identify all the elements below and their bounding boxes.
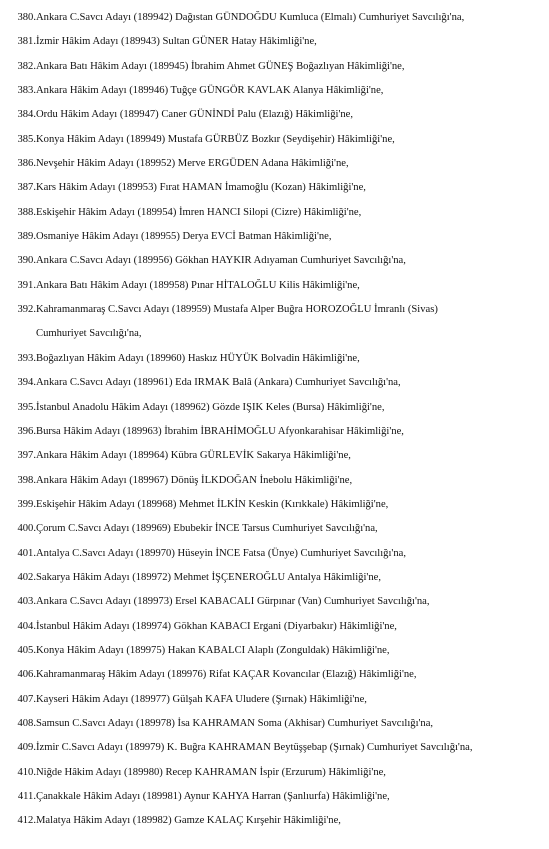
entry-text: Ankara C.Savcı Adayı (189973) Ersel KABACALI Gürpınar (Van) Cumhuriyet Savcılığı'na, xyxy=(36,596,430,608)
entry-text: Ordu Hâkim Adayı (189947) Caner GÜNİNDİ Palu (Elazığ) Hâkimliği'ne, xyxy=(36,109,354,121)
entry-number: 383. xyxy=(17,85,36,97)
entry-line xyxy=(0,645,549,657)
entry-text: Malatya Hâkim Adayı (189982) Gamze KALAÇ Kırşehir Hâkimliği'ne, xyxy=(36,815,341,827)
entry-text: İstanbul Anadolu Hâkim Adayı (189962) Gözde IŞIK Keles (Bursa) Hâkimliği'ne, xyxy=(36,401,385,413)
entry-line xyxy=(0,304,549,316)
entry-line xyxy=(0,815,549,827)
list-item xyxy=(0,280,549,292)
list-item xyxy=(0,791,549,803)
appointment-list xyxy=(0,12,549,840)
entry-number: 382. xyxy=(17,60,36,72)
entry-line xyxy=(0,791,549,803)
entry-text: Niğde Hâkim Adayı (189980) Recep KAHRAMAN İspir (Erzurum) Hâkimliği'ne, xyxy=(36,766,386,778)
list-item xyxy=(0,499,549,511)
entry-line xyxy=(0,182,549,194)
list-item xyxy=(0,109,549,121)
entry-number: 386. xyxy=(17,158,36,170)
list-item xyxy=(0,621,549,633)
entry-number: 394. xyxy=(17,377,36,389)
list-item xyxy=(0,450,549,462)
list-item xyxy=(0,61,549,73)
entry-text: Bursa Hâkim Adayı (189963) İbrahim İBRAHİMOĞLU Afyonkarahisar Hâkimliği'ne, xyxy=(36,425,404,437)
entry-line xyxy=(0,353,549,365)
entry-line xyxy=(0,12,549,24)
entry-number: 385. xyxy=(17,133,36,145)
list-item xyxy=(0,402,549,414)
entry-number: 389. xyxy=(17,231,36,243)
list-item xyxy=(0,596,549,608)
entry-text: Kars Hâkim Adayı (189953) Fırat HAMAN İmamoğlu (Kozan) Hâkimliği'ne, xyxy=(36,182,366,194)
entry-line xyxy=(0,523,549,535)
entry-number: 402. xyxy=(17,571,36,583)
entry-line xyxy=(0,158,549,170)
list-item xyxy=(0,645,549,657)
entry-number: 401. xyxy=(17,547,36,559)
list-item xyxy=(0,548,549,560)
list-item xyxy=(0,669,549,681)
list-item xyxy=(0,694,549,706)
entry-text: İzmir C.Savcı Adayı (189979) K. Buğra KAHRAMAN Beytüşşebap (Şırnak) Cumhuriyet Savcılığı'na, xyxy=(36,742,473,754)
entry-line xyxy=(0,572,549,584)
entry-number: 397. xyxy=(17,450,36,462)
entry-text: Ankara Batı Hâkim Adayı (189945) İbrahim Ahmet GÜNEŞ Boğazlıyan Hâkimliği'ne, xyxy=(36,60,405,72)
entry-line xyxy=(0,280,549,292)
entry-number: 400. xyxy=(17,523,36,535)
list-item xyxy=(0,85,549,97)
list-item xyxy=(0,572,549,584)
entry-text: Ankara C.Savcı Adayı (189961) Eda IRMAK Balâ (Ankara) Cumhuriyet Savcılığı'na, xyxy=(36,377,401,389)
entry-text: Ankara C.Savcı Adayı (189956) Gökhan HAYKIR Adıyaman Cumhuriyet Savcılığı'na, xyxy=(36,255,406,267)
entry-number: 393. xyxy=(17,352,36,364)
entry-number: 398. xyxy=(17,474,36,486)
entry-line xyxy=(0,85,549,97)
list-item xyxy=(0,304,549,340)
entry-text: Kayseri Hâkim Adayı (189977) Gülşah KAFA Uludere (Şırnak) Hâkimliği'ne, xyxy=(36,693,367,705)
entry-number: 388. xyxy=(17,206,36,218)
entry-line xyxy=(0,450,549,462)
entry-line xyxy=(0,548,549,560)
list-item xyxy=(0,36,549,48)
entry-number: 405. xyxy=(17,644,36,656)
entry-line xyxy=(0,402,549,414)
entry-text: Ankara Hâkim Adayı (189967) Dönüş İLKDOĞAN İnebolu Hâkimliği'ne, xyxy=(36,474,353,486)
entry-text: Konya Hâkim Adayı (189975) Hakan KABALCI Alaplı (Zonguldak) Hâkimliği'ne, xyxy=(36,644,390,656)
entry-number: 399. xyxy=(17,498,36,510)
entry-text: Ankara Batı Hâkim Adayı (189958) Pınar HİTALOĞLU Kilis Hâkimliği'ne, xyxy=(36,279,360,291)
list-item xyxy=(0,426,549,438)
entry-text: Samsun C.Savcı Adayı (189978) İsa KAHRAMAN Soma (Akhisar) Cumhuriyet Savcılığı'na, xyxy=(36,717,434,729)
entry-line xyxy=(0,767,549,779)
entry-number: 392. xyxy=(17,304,36,316)
entry-line xyxy=(0,134,549,146)
entry-number: 411. xyxy=(17,791,36,802)
entry-number: 410. xyxy=(17,766,36,778)
entry-number: 396. xyxy=(17,425,36,437)
list-item xyxy=(0,158,549,170)
entry-text: Çorum C.Savcı Adayı (189969) Ebubekir İNCE Tarsus Cumhuriyet Savcılığı'na, xyxy=(36,523,378,535)
entry-number: 387. xyxy=(17,182,36,194)
entry-text: Sakarya Hâkim Adayı (189972) Mehmet İŞÇENEROĞLU Antalya Hâkimliği'ne, xyxy=(36,571,381,583)
entry-line xyxy=(0,621,549,633)
list-item xyxy=(0,134,549,146)
entry-number: 408. xyxy=(17,717,36,729)
entry-text: Kahramanmaraş Hâkim Adayı (189976) Rifat KAÇAR Kovancılar (Elazığ) Hâkimliği'ne, xyxy=(36,669,417,681)
entry-line xyxy=(0,669,549,681)
entry-line xyxy=(0,61,549,73)
entry-number: 381. xyxy=(17,36,36,48)
entry-number: 407. xyxy=(17,693,36,705)
entry-text: Osmaniye Hâkim Adayı (189955) Derya EVCİ Batman Hâkimliği'ne, xyxy=(36,231,332,243)
entry-text: Kahramanmaraş C.Savcı Adayı (189959) Mustafa Alper Buğra HOROZOĞLU İmranlı (Sivas) xyxy=(36,304,438,316)
entry-line xyxy=(0,231,549,243)
entry-line xyxy=(0,499,549,511)
entry-line xyxy=(0,742,549,754)
list-item xyxy=(0,523,549,535)
entry-line xyxy=(0,475,549,487)
list-item xyxy=(0,182,549,194)
list-item xyxy=(0,377,549,389)
entry-text: Ankara Hâkim Adayı (189946) Tuğçe GÜNGÖR KAVLAK Alanya Hâkimliği'ne, xyxy=(36,85,384,97)
entry-line xyxy=(0,36,549,48)
list-item xyxy=(0,475,549,487)
entry-line xyxy=(0,596,549,608)
list-item xyxy=(0,742,549,754)
entry-text: Boğazlıyan Hâkim Adayı (189960) Haskız HÜYÜK Bolvadin Hâkimliği'ne, xyxy=(36,352,360,364)
list-item xyxy=(0,815,549,827)
list-item xyxy=(0,767,549,779)
entry-number: 404. xyxy=(17,620,36,632)
entry-line xyxy=(0,377,549,389)
entry-number: 384. xyxy=(17,109,36,121)
entry-number: 380. xyxy=(17,12,36,23)
list-item xyxy=(0,255,549,267)
entry-line xyxy=(0,207,549,219)
list-item xyxy=(0,718,549,730)
entry-number: 409. xyxy=(17,742,36,754)
entry-number: 406. xyxy=(17,669,36,681)
entry-number: 403. xyxy=(17,596,36,608)
entry-text: İzmir Hâkim Adayı (189943) Sultan GÜNER Hatay Hâkimliği'ne, xyxy=(36,36,317,48)
entry-text: Eskişehir Hâkim Adayı (189954) İmren HANCI Silopi (Cizre) Hâkimliği'ne, xyxy=(36,206,362,218)
entry-line xyxy=(0,694,549,706)
entry-line xyxy=(0,718,549,730)
entry-text: Antalya C.Savcı Adayı (189970) Hüseyin İNCE Fatsa (Ünye) Cumhuriyet Savcılığı'na, xyxy=(36,547,406,559)
entry-text: Ankara Hâkim Adayı (189964) Kübra GÜRLEVİK Sakarya Hâkimliği'ne, xyxy=(36,450,351,462)
list-item xyxy=(0,12,549,24)
list-item xyxy=(0,353,549,365)
entry-text: Nevşehir Hâkim Adayı (189952) Merve ERGÜDEN Adana Hâkimliği'ne, xyxy=(36,158,349,170)
entry-text: İstanbul Hâkim Adayı (189974) Gökhan KABACI Ergani (Diyarbakır) Hâkimliği'ne, xyxy=(36,620,397,632)
entry-line xyxy=(0,255,549,267)
entry-text: Eskişehir Hâkim Adayı (189968) Mehmet İLKİN Keskin (Kırıkkale) Hâkimliği'ne, xyxy=(36,498,389,510)
entry-number: 391. xyxy=(17,279,36,291)
entry-line xyxy=(0,426,549,438)
entry-number: 390. xyxy=(17,255,36,267)
list-item xyxy=(0,231,549,243)
entry-line xyxy=(0,109,549,121)
entry-text: Konya Hâkim Adayı (189949) Mustafa GÜRBÜZ Bozkır (Seydişehir) Hâkimliği'ne, xyxy=(36,133,395,145)
entry-number: 412. xyxy=(17,815,36,827)
entry-text: Çanakkale Hâkim Adayı (189981) Aynur KAHYA Harran (Şanlıurfa) Hâkimliği'ne, xyxy=(36,791,390,802)
list-item xyxy=(0,207,549,219)
entry-text: Ankara C.Savcı Adayı (189942) Dağıstan GÜNDOĞDU Kumluca (Elmalı) Cumhuriyet Savcılığı'na, xyxy=(36,12,465,23)
entry-continuation: Cumhuriyet Savcılığı'na, xyxy=(36,328,142,340)
entry-number: 395. xyxy=(17,401,36,413)
